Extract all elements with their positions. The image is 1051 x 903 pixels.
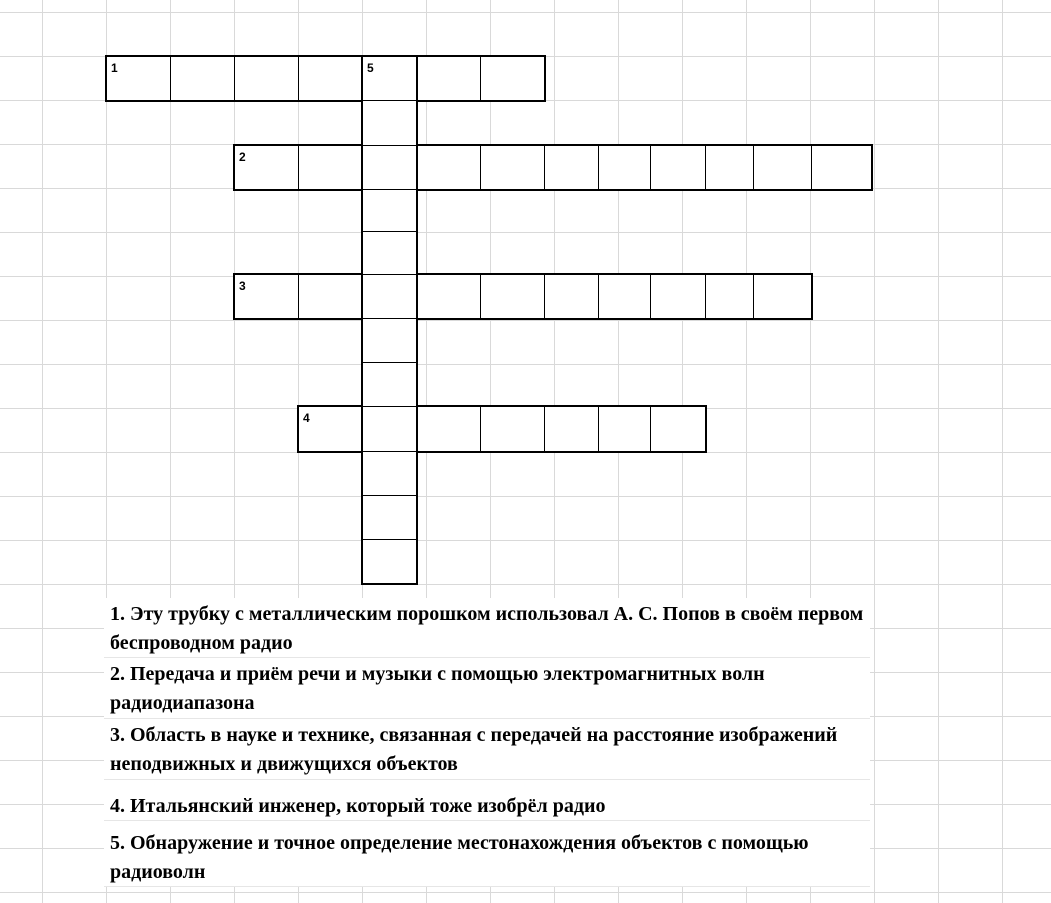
word-2-cell[interactable] xyxy=(753,145,812,190)
word-2-cell[interactable] xyxy=(544,145,599,190)
word-1-cell[interactable] xyxy=(106,56,171,101)
word-3-cell[interactable] xyxy=(544,274,599,319)
word-5-cell[interactable] xyxy=(362,231,417,275)
clues-list xyxy=(104,598,870,887)
word-4-cell[interactable] xyxy=(598,406,651,452)
word-1-cell[interactable] xyxy=(480,56,545,101)
word-2-cell[interactable] xyxy=(298,145,363,190)
word-3-cell[interactable] xyxy=(298,274,363,319)
word-2-cell[interactable] xyxy=(480,145,545,190)
word-5-cell[interactable] xyxy=(362,189,417,232)
word-2-cell[interactable] xyxy=(598,145,651,190)
word-2-cell[interactable] xyxy=(705,145,754,190)
clue-5: 5. Обнаружение и точное определение местонахождения объектов с помощью радиоволн xyxy=(104,821,870,887)
word-4-cell[interactable] xyxy=(362,406,417,452)
word-5-cell[interactable] xyxy=(362,495,417,540)
word-3-cell[interactable] xyxy=(598,274,651,319)
word-4-cell[interactable] xyxy=(544,406,599,452)
word-2-cell[interactable] xyxy=(811,145,872,190)
clue-4: 4. Итальянский инженер, который тоже изобрёл радио xyxy=(104,780,870,821)
word-5-cell[interactable] xyxy=(362,362,417,407)
word-1-cell[interactable] xyxy=(362,56,417,101)
word-2-cell[interactable] xyxy=(416,145,481,190)
word-5-cell[interactable] xyxy=(362,539,417,584)
word-5-cell[interactable] xyxy=(362,100,417,146)
word-1-cell[interactable] xyxy=(298,56,363,101)
clue-2: 2. Передача и приём речи и музыки с помощью электромагнитных волн радиодиапазона xyxy=(104,658,870,719)
clue-number-2: 2 xyxy=(239,150,246,164)
word-4-cell[interactable] xyxy=(298,406,363,452)
clue-number-5: 5 xyxy=(367,61,374,75)
word-4-cell[interactable] xyxy=(480,406,545,452)
clue-number-1: 1 xyxy=(111,61,118,75)
word-1-cell[interactable] xyxy=(416,56,481,101)
word-3-cell[interactable] xyxy=(480,274,545,319)
word-3-cell[interactable] xyxy=(234,274,299,319)
word-3-cell[interactable] xyxy=(650,274,706,319)
word-3-cell[interactable] xyxy=(705,274,754,319)
word-3-cell[interactable] xyxy=(416,274,481,319)
word-3-cell[interactable] xyxy=(362,274,417,319)
word-5-cell[interactable] xyxy=(362,451,417,496)
clue-number-3: 3 xyxy=(239,279,246,293)
word-4-cell[interactable] xyxy=(416,406,481,452)
word-2-cell[interactable] xyxy=(362,145,417,190)
word-5-cell[interactable] xyxy=(362,318,417,363)
word-1-cell[interactable] xyxy=(170,56,235,101)
word-4-cell[interactable] xyxy=(650,406,706,452)
word-2-cell[interactable] xyxy=(650,145,706,190)
clue-number-4: 4 xyxy=(303,411,310,425)
word-3-cell[interactable] xyxy=(753,274,812,319)
word-2-cell[interactable] xyxy=(234,145,299,190)
clue-3: 3. Область в науке и технике, связанная с передачей на расстояние изображений неподвижных и движущихся объектов xyxy=(104,719,870,780)
clue-1: 1. Эту трубку с металлическим порошком использовал А. С. Попов в своём первом беспроводном радио xyxy=(104,598,870,658)
word-1-cell[interactable] xyxy=(234,56,299,101)
